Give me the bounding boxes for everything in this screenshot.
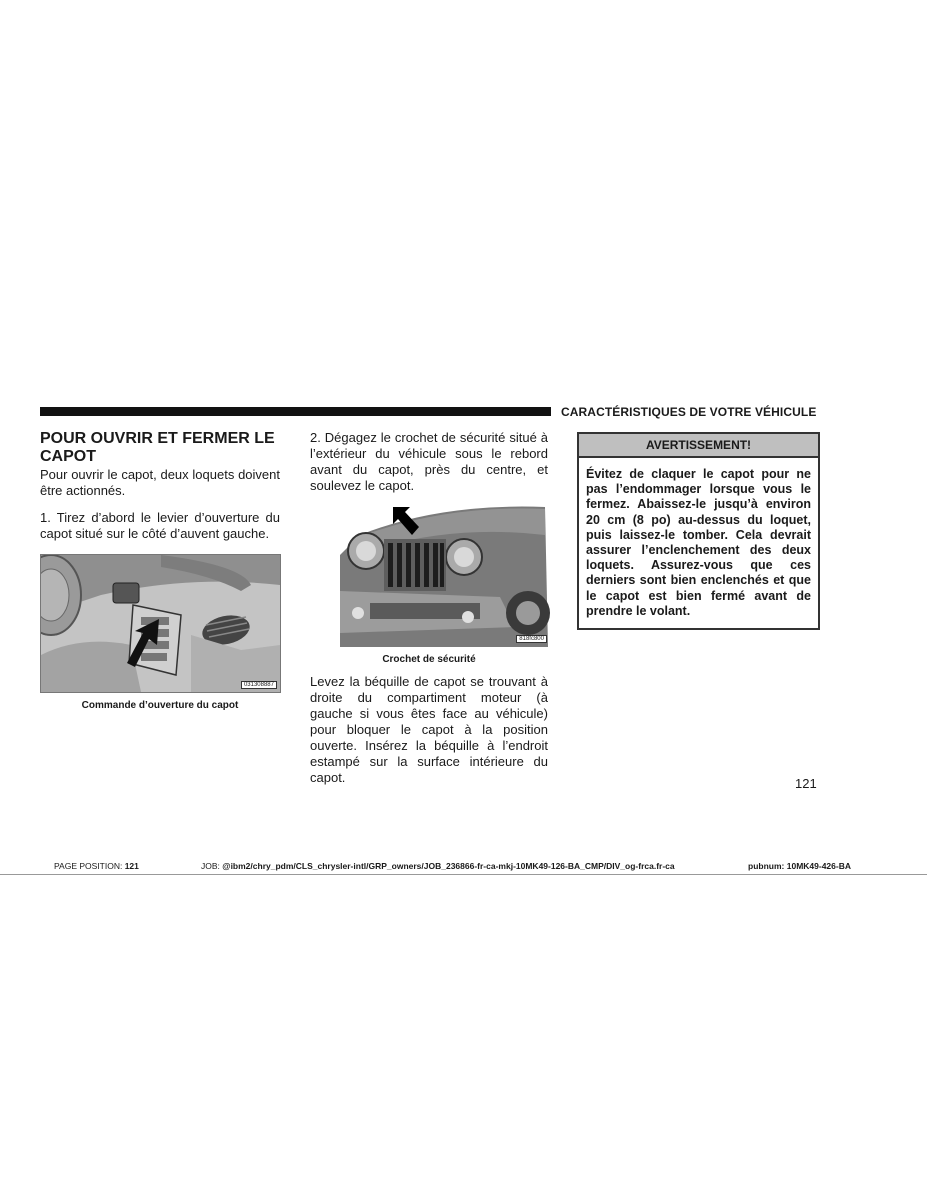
jeep-front-illustration [340,505,550,647]
safety-catch-figure [340,505,550,647]
figure-caption: Crochet de sécurité [382,654,476,665]
warning-box [577,432,820,630]
footer-page-position [54,861,139,871]
footer-pubnum-value: 10MK49-426-BA [786,861,851,871]
prop-rod-paragraph: Levez la béquille de capot se trouvant à droite du compartiment moteur (à gauche si vous êtes face au véhicule) pour bloquer le capot à la position ouverte. Insérez la béquille à l’endroit estampé sur la surface intérieure du capot. [310,674,548,785]
footer-job-label: JOB: [201,861,220,871]
step-2-paragraph: 2. Dégagez le crochet de sécurité situé à l’extérieur du véhicule sous le rebord avant du capot, près du centre, et soulevez le capot. [310,430,548,493]
figure-code: 031308887 [241,681,277,689]
figure-code: 818fc800 [516,635,547,643]
warning-title: AVERTISSEMENT! [579,434,818,458]
footer-page-position-value: 121 [124,861,139,871]
footer-job [201,861,675,871]
column-1 [40,430,280,542]
column-2-lower [310,674,548,786]
column-2 [310,430,548,494]
page-number: 121 [795,776,817,791]
footer-pubnum [748,861,851,871]
footer-rule [0,874,927,875]
section-heading: POUR OUVRIR ET FERMER LE CAPOT [40,430,275,465]
hood-release-figure [40,554,281,693]
section-header: CARACTÉRISTIQUES DE VOTRE VÉHICULE [561,405,817,419]
footer-page-position-label: PAGE POSITION: [54,861,123,871]
hood-release-illustration [41,555,280,692]
intro-paragraph: Pour ouvrir le capot, deux loquets doivent être actionnés. [40,467,280,498]
step-1-paragraph: 1. Tirez d’abord le levier d’ouverture du capot situé sur le côté d’auvent gauche. [40,510,280,541]
footer-job-value: @ibm2/chry_pdm/CLS_chrysler-intl/GRP_owners/JOB_236866-fr-ca-mkj-10MK49-126-BA_CMP/DIV_og-frca.fr-ca [222,861,675,871]
warning-body: Évitez de claquer le capot pour ne pas l’endommager lorsque vous le fermez. Abaissez-le jusqu’à environ 20 cm (8 po) au-dessus du loquet, puis laissez-le tomber. Cela devrait assurer l’enclenchement des deux loquets. Assurez-vous que ces derniers sont bien enclenchés et que le capot est bien fermé avant de prendre le volant. [586,467,811,618]
section-rule [40,407,551,416]
footer-pubnum-label: pubnum: [748,861,785,871]
figure-caption: Commande d’ouverture du capot [81,700,239,711]
